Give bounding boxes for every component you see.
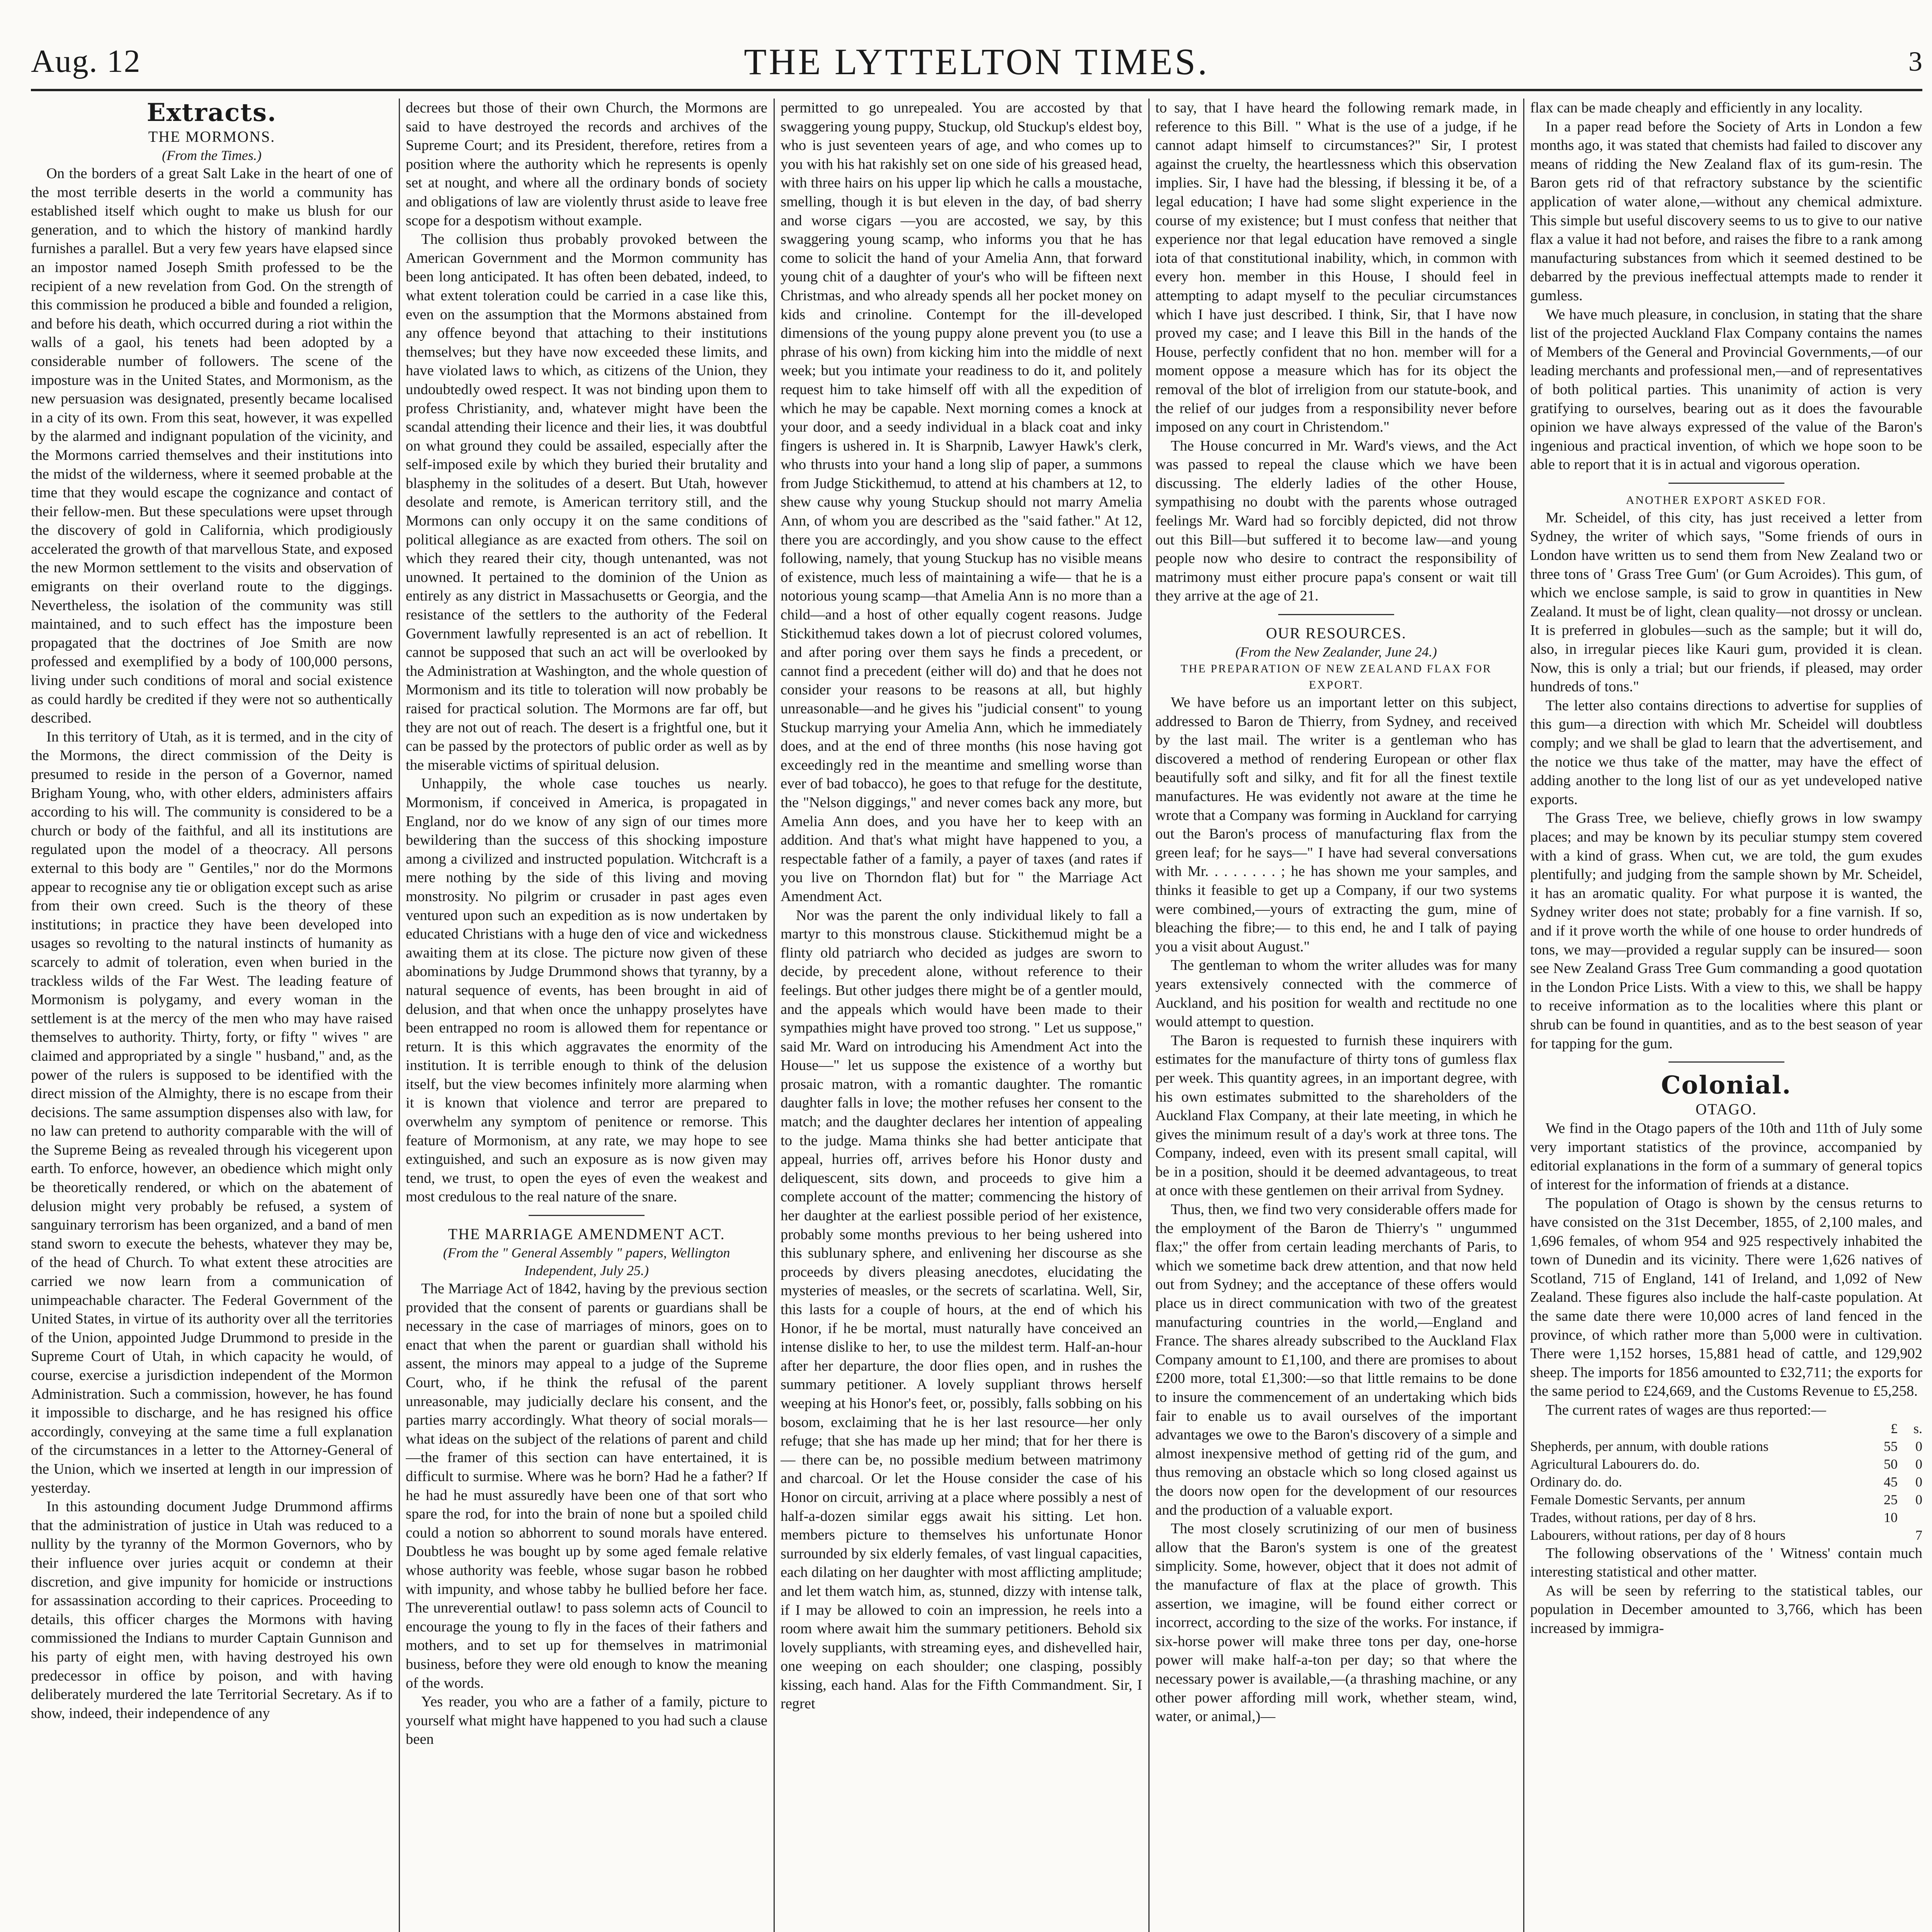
article-paragraph: The House concurred in Mr. Ward's views, and the Act was passed to repeal the clause which we have been discussing. The elderly ladies of the other House, sympathising no doubt with the parents whose outraged feelings Mr. Ward had so forcibly depicted, did not throw out this Bill—but suffered it to become law—and young people now who desire to contract the responsibility of matrimony must either procure papa's consent or wait till they arrive at the age of 21. — [1155, 437, 1517, 604]
article-paragraph: The most closely scrutinizing of our men of business allow that the Baron's system is one of the greatest simplicity. Some, however, object that it does not admit of the manufacture of flax at the place of growth. This assertion, we imagine, will be found either correct or incorrect, according to the size of the works. For instance, if six-horse power will make three tons per day, one-horse power will make half-a-ton per day; so that where the necessary power is available,—(a thrashing machine, or any other power affording mill work, whether steam, wind, water, or animal,)— — [1155, 1520, 1517, 1725]
article-paragraph: The collision thus probably provoked between the American Government and the Mormon community has been long anticipated. It has often been debated, indeed, to what extent toleration could be carried in a case like this, even on the assumption that the Mormons abstained from any offence beyond that attaching to their institutions themselves; but they have now exceeded these limits, and have violated laws to which, as citizens of the Union, they undoubtedly owed respect. It was not binding upon them to profess Christianity, and, whatever might have been the scandal attending their licence and their lies, it was doubtful on what ground they could be assailed, especially after the self-imposed exile by which they buried their brutality and blasphemy in the solitudes of a desert. But Utah, however desolate and remote, is American territory still, and the Mormons can only occupy it on the same conditions of political allegiance as are exacted from others. The soil on which they reared their city, though untenanted, was not unowned. It pertained to the dominion of the Union as entirely as any district in Massachusetts or Georgia, and the resistance of the settlers to the authority of the Federal Government lawfully represented is an act of rebellion. It cannot be supposed that such an act will be overlooked by the Administration at Washington, and the whole question of Mormonism and its title to toleration will now probably be raised for practical solution. The Mormons are far off, but they are not out of reach. The desert is a frightful one, but it can be passed by the protectors of public order as well as by the miserable victims of spiritual delusion. — [406, 231, 767, 773]
wage-label-cell: Trades, without rations, per day of 8 hrs. — [1530, 1509, 1756, 1525]
article-paragraph: decrees but those of their own Church, the Mormons are said to have destroyed the records and archives of the Supreme Court; and its President, therefore, retires from a position where the authority which he represents is openly set at nought, and where all the ordinary bonds of society and obligations of law are violently thrust aside to leave free scope for a despotism without example. — [406, 100, 767, 229]
table-row — [1530, 1437, 1922, 1455]
article-paragraph: The population of Otago is shown by the census returns to have consisted on the 31st December, 1855, of 2,100 males, and 1,696 females, of whom 954 and 925 respectively inhabited the town of Dunedin and its vicinity. There were 1,626 natives of Scotland, 715 of England, 141 of Ireland, and 1,092 of New Zealand. These figures also include the half-caste population. At the same date there were 10,000 acres of land fenced in the province, of which rather more than 5,000 were in cultivation. There were 1,152 horses, 15,881 head of cattle, and 129,902 sheep. The imports for 1856 amounted to £32,711; the exports for the same period to £24,669, and the Customs Revenue to £5,258. — [1530, 1195, 1922, 1400]
table-header-cell — [1530, 1420, 1873, 1437]
article-source: (From the " General Assembly " papers, Wellington Independent, July 25.) — [443, 1245, 730, 1279]
article-paragraph: Mr. Scheidel, of this city, has just received a letter from Sydney, the writer of which says, "Some friends of ours in London have written us to send them from New Zealand two or three tons of ' Grass Tree Gum' (or Gum Acroides). This gum, of which we enclose sample, is said to grow in quantities in New Zealand. It must be of light, clean quality—not drossy or unclean. It is preferred in globules—such as the sample; but it will do, also, in irregular pieces like Kauri gum, provided it is clean. Now, this is only a trial; but our friends, if pleased, may order hundreds of tons." — [1530, 509, 1922, 695]
wage-label-cell: Ordinary do. do. — [1530, 1474, 1622, 1490]
table-header-row — [1530, 1420, 1922, 1437]
page-number: 3 — [1908, 46, 1922, 77]
wages-table — [1530, 1420, 1922, 1544]
column-divider — [1523, 99, 1524, 1932]
issue-date: Aug. 12 — [31, 43, 141, 79]
column-divider — [774, 99, 775, 1932]
article-paragraph: to say, that I have heard the following remark made, in reference to this Bill. " What is the use of a judge, if he cannot adapt himself to circumstances?" Sir, I protest against the cruelty, the heartlessness which this observation implies. Sir, I have had the blessing, if blessing it be, of a legal education; I have had some slight experience in the course of my existence; but I must confess that neither that experience nor that legal education have removed a single iota of that constitutional inability, which, in common with every hon. member in this House, I should feel in attempting to adapt myself to the peculiar circumstances which I have just described. I think, Sir, that I have now proved my case; and I leave this Bill in the hands of the House, perfectly confident that no hon. member will for a moment oppose a measure which has for its object the removal of the blot of irreligion from our statute-book, and the relief of our judges from a responsibility never before imposed on any court in Christendom." — [1155, 100, 1517, 435]
column-divider — [1148, 99, 1150, 1932]
column-3 — [781, 99, 1142, 1932]
article-paragraph: The gentleman to whom the writer alludes was for many years extensively connected with the commerce of Auckland, and his position for wealth and rectitude no one would attempt to question. — [1155, 957, 1517, 1030]
wage-pounds-cell: 25 — [1884, 1492, 1898, 1507]
table-header-cell: £ — [1891, 1420, 1898, 1436]
article-paragraph: The Grass Tree, we believe, chiefly grows in low swampy places; and may be known by its peculiar stumpy stem covered with a kind of grass. When cut, we are told, the gum exudes plentifully; and judging from the sample shown by Mr. Scheidel, it has an aromatic quality. For what purpose it is wanted, the Sydney writer does not state; probably for a fine varnish. If so, and if it prove worth the while of one house to order hundreds of tons, we may—provided a regular supply can be insured— soon see New Zealand Grass Tree Gum commanding a good quotation in the London Price Lists. With a view to this, we shall be happy to receive information as to the localities where this plant or shrub can be found in quantities, and as to the best season of year for tapping for the gum. — [1530, 810, 1922, 1052]
wage-shillings-cell: 0 — [1915, 1438, 1922, 1454]
wage-pounds-cell: 55 — [1884, 1438, 1898, 1454]
newspaper-title: THE LYTTELTON TIMES. — [744, 41, 1209, 82]
column-2 — [406, 99, 767, 1932]
section-heading: Extracts. — [146, 99, 277, 127]
column-4 — [1155, 99, 1517, 1932]
article-paragraph: We find in the Otago papers of the 10th and 11th of July some very important statistics of the province, accompanied by editorial explanations in the form of a summary of general topics of interest for the information of friends at a distance. — [1530, 1120, 1922, 1193]
wage-shillings-cell: 0 — [1915, 1456, 1922, 1472]
wage-pounds-cell: 45 — [1884, 1474, 1898, 1490]
article-source: (From the New Zealander, June 24.) — [1235, 644, 1437, 660]
article-paragraph: In this astounding document Judge Drummond affirms that the administration of justice in Utah was reduced to a nullity by the tyranny of the Mormon Governors, who by their influence over juries acquit or condemn at their discretion, and give impunity for homicide or instructions for assassination according to their caprices. Proceeding to details, this officer charges the Mormons with having commissioned the Indians to murder Captain Gunnison and his party of eight men, with having destroyed his own predecessor in office by poison, and with having deliberately murdered the late Territorial Secretary. As if to show, indeed, their independence of any — [31, 1498, 393, 1721]
wage-shillings-cell — [1898, 1509, 1922, 1526]
table-row — [1530, 1473, 1922, 1491]
wage-pounds-cell: 50 — [1884, 1456, 1898, 1472]
article-subheadline: THE PREPARATION OF NEW ZEALAND FLAX FOR EXPORT. — [1180, 662, 1492, 692]
article-subheadline: ANOTHER EXPORT ASKED FOR. — [1626, 493, 1827, 507]
wage-pounds-cell: 10 — [1884, 1509, 1898, 1525]
article-paragraph: Yes reader, you who are a father of a family, picture to yourself what might have happened to you had such a clause been — [406, 1694, 767, 1748]
article-source: (From the Times.) — [162, 148, 262, 163]
section-heading: Colonial. — [1661, 1071, 1792, 1100]
wage-label-cell: Shepherds, per annum, with double rations — [1530, 1438, 1769, 1454]
article-paragraph: permitted to go unrepealed. You are accosted by that swaggering young puppy, Stuckup, old Stuckup's eldest boy, who is just seventeen years of age, and who comes up to you with his hat rakishly set on one side of his greased head, with three hairs on his upper lip which he calls a moustache, smelling, though it is but eleven in the day, of bad sherry and worse cigars —you are accosted, we say, by this swaggering young scamp, who informs you that he has come to solicit the hand of your Amelia Ann, that forward young chit of a daughter of your's who will be fifteen next Christmas, and who already spends all her pocket money on kids and crinoline. Contempt for the ill-developed dimensions of the young puppy alone prevent you (to use a phrase of his own) from kicking him into the middle of next week; but you intimate your readiness to do it, and politely request him to take himself off with all the expedition of which he may be capable. Next morning comes a knock at your door, and a seedy individual in a black coat and inky fingers is ushered in. It is Sharpnib, Lawyer Hawk's clerk, who thrusts into your hand a long slip of paper, a summons from Judge Stickithemud, to attend at his chambers at 12, to shew cause why young Stuckup should not marry Amelia Ann, of whom you are described as the "said father." At 12, there you are accordingly, and you show cause to the effect following, namely, that young Stuckup has no visible means of existence, much less of maintaining a wife— that he is a notorious young scamp—that Amelia Ann is no more than a child—and a host of other equally cogent reasons. Judge Stickithemud takes down a lot of piecrust colored volumes, and after poring over them says he finds a precedent, or cannot find a precedent (either will do) and that he does not consider your reasons to be reasons at all, but highly unreasonable—and he gives his "judicial consent" to young Stuckup marrying your Amelia Ann, which he immediately does, and at the end of three months (his nose having got exceedingly red in the meantime and smelling worse than ever of bad tobacco), he goes to that refuge for the destitute, the "Nelson diggings," and never comes back any more, but Amelia Ann does, and you have her to keep with an addition. And that's what might have happened to you, a respectable father of a family, a payer of taxes (and rates if you live on Thorndon flat) but for " the Marriage Act Amendment Act. — [781, 100, 1142, 905]
column-divider — [399, 99, 400, 1932]
article-headline: THE MORMONS. — [148, 128, 276, 145]
article-paragraph: In a paper read before the Society of Arts in London a few months ago, it was stated that chemists had failed to discover any means of ridding the New Zealand flax of its gum-resin. The Baron gets rid of that refractory substance by the scientific application of water alone,—without any chemical admixture. This simple but useful discovery seems to us to give to our native flax a value it had not before, and raises the fibre to a rank among manufacturing substances from which it seemed destined to be debarred by the previous ineffectual attempts made to render it gumless. — [1530, 118, 1922, 304]
article-paragraph: We have much pleasure, in conclusion, in stating that the share list of the projected Auckland Flax Company contains the names of Members of the General and Provincial Governments,—of our leading merchants and professional men,—and of representatives of both political parties. This unanimity of action is very gratifying to ourselves, bearing out as it does the favourable opinion we have always expressed of the value of the Baron's ingenious and practical invention, of which we hope soon to be able to report that it is in actual and vigorous operation. — [1530, 306, 1922, 473]
wage-shillings-cell: 7 — [1915, 1527, 1922, 1543]
article-paragraph: On the borders of a great Salt Lake in the heart of one of the most terrible deserts in the world a community has established itself which ought to make us blush for our generation, and to which the history of mankind hardly furnishes a parallel. But a very few years have elapsed since an impostor named Joseph Smith professed to be the recipient of a new revelation from God. On the strength of this commission he produced a bible and founded a religion, and before his death, which occurred during a riot within the walls of a gaol, his tenets had been adopted by a considerable number of followers. The scene of the imposture was in the United States, and Mormonism, as the new persuasion was designated, presently became localised in a city of its own. From this seat, however, it was expelled by the alarmed and indignant population of the vicinity, and the Mormons carried themselves and their institutions into the midst of the wilderness, where it seemed probable at the time that they would escape the cognizance and contact of their fellow-men. But these speculations were upset through the discovery of gold in California, which prodigiously accelerated the growth of that marvellous State, and exposed the new Mormon settlement to the visits and observation of emigrants on their overland route to the diggings. Nevertheless, the isolation of the community was still maintained, and to such effect has the imposture been propagated that the doctrines of Joe Smith are now professed and exemplified by a body of 100,000 persons, living under such conditions of moral and social existence as could hardly be credited if they were not so authentically described. — [31, 165, 393, 726]
wage-shillings-cell: 0 — [1915, 1492, 1922, 1507]
masthead — [31, 43, 1922, 85]
article-headline: OUR RESOURCES. — [1266, 624, 1406, 642]
article-paragraph: flax can be made cheaply and efficiently in any locality. — [1530, 100, 1863, 116]
article-paragraph: As will be seen by referring to the statistical tables, our population in December amounted to 3,766, which has been increased by immigra- — [1530, 1582, 1922, 1636]
wage-label-cell: Female Domestic Servants, per annum — [1530, 1492, 1745, 1507]
article-paragraph: In this territory of Utah, as it is termed, and in the city of the Mormons, the direct commission of the Deity is presumed to reside in the person of a Governor, named Brigham Young, who, with other elders, administers affairs according to his will. The community is considered to be a church or body of the faithful, and all its institutions are regulated upon the model of a theocracy. All persons external to this body are " Gentiles," nor do the Mormons appear to recognise any tie or obligation except such as arise from their own creed. Such is the theory of these institutions; in practice they have been developed into usages so revolting to the natural instincts of humanity as scarcely to admit of toleration, even when buried in the trackless wilds of the Far West. The leading feature of Mormonism is polygamy, and every woman in the settlement is at the mercy of the men who may have raised themselves to authority. Thirty, forty, or fifty " wives " are claimed and appropriated by a single " husband," and, as the power of the rulers is supposed to be identified with the direct mission of the Almighty, there is no escape from their decisions. The same assumption dispenses also with law, for no law can pretend to authority comparable with the will of the Supreme Being as revealed through his vicegerent upon earth. To enforce, however, an obedience which might only be theoretically rendered, or which on the abatement of delusion might very probably be refused, a system of sanguinary terrorism has been organized, and a band of men stand sworn to execute the behests, whatever they may be, of the head of Church. To what extent these atrocities are carried we now learn from a communication of unimpeachable character. The Federal Government of the United States, in virtue of its authority over all the territories of the Union, appointed Judge Drummond to preside in the Supreme Court of Utah, in which capacity he would, of course, exercise a jurisdiction independent of the Mormon Administration. Such a commission, however, he has found it impossible to discharge, and he has resigned his office accordingly, conveying at the same time a full explanation of the circumstances in a letter to the Attorney-General of the Union, which we inserted at length in our impression of yesterday. — [31, 728, 393, 1496]
section-divider — [529, 1215, 645, 1216]
section-divider — [1278, 614, 1394, 615]
article-paragraph: Thus, then, we find two very considerable offers made for the employment of the Baron de Thierry's " ungummed flax;" the offer from certain leading merchants of Paris, to which we sometime back drew attention, and that now held out from Sydney; and the acceptance of these offers would place us in direct communication with two of the greatest manufacturing countries in the world,—England and France. The shares already subscribed to the Auckland Flax Company amount to £1,100, and there are promises to about £200 more, total £1,300:—so that little remains to be done to insure the commencement of an undertaking which bids fair to enable us to avail ourselves of the important advantages we owe to the Baron's discovery of a simple and almost inexpensive method of getting rid of the gum, and thus removing an obstacle which so long closed against us the doors now open for the development of our resources and the production of a valuable export. — [1155, 1201, 1517, 1518]
column-1 — [31, 99, 393, 1932]
wage-label-cell: Agricultural Labourers do. do. — [1530, 1456, 1700, 1472]
article-paragraph: The current rates of wages are thus reported:— — [1546, 1402, 1826, 1418]
article-paragraph: The Marriage Act of 1842, having by the previous section provided that the consent of parents or guardians shall be necessary in the case of marriages of minors, goes on to enact that when the parent or guardian shall withold his assent, the minors may appeal to a judge of the Supreme Court, who, if he think the refusal of the parent unreasonable, may judicially declare his consent, and the parties marry accordingly. What theory of social morals—what ideas on the subject of the relations of parent and child—the framer of this section can have entertained, it is difficult to surmise. Where was he born? Had he a father? If he had he must assuredly have been one of that sort who spare the rod, for into the brain of none but a spoiled child could a notion so abhorrent to sound morals have entered. Doubtless he was bought up by some aged female relative whose authority was feeble, whose sugar bason he robbed with impunity, and whose tabby he bullied before her face. The unreverential outlaw! to pass solemn acts of Council to encourage the young to fly in the faces of their fathers and mothers, and to set up for themselves in matrimonial business, before they were old enough to know the meaning of the words. — [406, 1281, 767, 1691]
column-5 — [1530, 99, 1922, 1932]
article-paragraph: Nor was the parent the only individual likely to fall a martyr to this monstrous clause. Stickithemud might be a flinty old patriarch who decided as judges are sworn to decide, by precedent alone, without reference to their feelings. But other judges there might be of a gentler mould, and the appeals which would have been made to their sympathies might have proved too strong. " Let us suppose," said Mr. Ward on introducing his Amendment Act into the House—" let us suppose the existence of a worthy but prosaic matron, with a romantic daughter. The romantic daughter falls in love; the mother refuses her consent to the match; and the daughter declares her intention of appealing to the judge. Mama thinks she had better anticipate that appeal, hurries off, arrives before his Honor dusty and deliquescent, sits down, and proceeds to give him a complete account of the matter; commencing the history of her daughter at the earliest possible period of her existence, probably some months previous to her being ushered into this sublunary sphere, and enlivening her discourse as she proceeds by divers pleasing anecdotes, elucidating the mysteries of measles, or the secrets of scarlatina. Well, Sir, this lasts for a couple of hours, at the end of which his Honor, if he be mortal, must naturally have conceived an intense dislike to her, to use the mildest term. Half-an-hour after her departure, the door flies open, and in rushes the summary petitioner. A lovely suppliant throws herself weeping at his Honor's feet, or, possibly, falls sobbing on his bosom, exclaiming that he is her last resource—her only refuge; that she has made up her mind; that for her there is— there can be, no possible medium between matrimony and charcoal. Or let the House consider the case of his Honor on circuit, arriving at a place where possibly a nest of half-a-dozen similar eggs await his sitting. Let hon. members picture to themselves his unfortunate Honor surrounded by six elderly females, of vast lingual capacities, each dilating on her daughter with most afflicting amplitude; and let them watch him, as, stunned, dizzy with intense talk, if I may be allowed to coin an impression, he reels into a room where await him the summary petitioners. Behold six lovely suppliants, with streaming eyes, and dishevelled hair, one weeping on each shoulder; one clasping, possibly kissing, each hand. Alas for the Fifth Commandment. Sir, I regret — [781, 907, 1142, 1712]
table-row — [1530, 1491, 1922, 1509]
article-paragraph: We have before us an important letter on this subject, addressed to Baron de Thierry, from Sydney, and received by the last mail. The writer is a gentleman who has discovered a method of rendering European or other flax beautifully soft and silky, and fit for all the finest textile manufactures. He was evidently not aware at the time he wrote that a Company was forming in Auckland for carrying out the Baron's process of manufacturing flax from the green leaf; for he says—" I have had several conversations with Mr. . . . . . . . ; he has shown me your samples, and thinks it feasible to get up a Company, if our two systems were combined,—yours of extracting the gum, mine of bleaching the fibre;— to this end, he and I talk of paying you a visit about August." — [1155, 694, 1517, 955]
wage-pounds-cell — [1873, 1526, 1898, 1544]
article-headline: OTAGO. — [1696, 1100, 1757, 1118]
table-row — [1530, 1526, 1922, 1544]
article-paragraph: The following observations of the ' Witness' contain much interesting statistical and other matter. — [1530, 1545, 1922, 1580]
section-divider — [1668, 483, 1784, 484]
table-header-cell: s. — [1913, 1420, 1922, 1436]
wage-shillings-cell: 0 — [1915, 1474, 1922, 1490]
table-row — [1530, 1455, 1922, 1473]
article-paragraph: Unhappily, the whole case touches us nearly. Mormonism, if conceived in America, is propagated in England, nor do we know of any sign of our times more bewildering than the success of this shocking imposture among a civilized and instructed population. Witchcraft is a mere nothing by the side of this living and moving monstrosity. No pilgrim or crusader in past ages even ventured upon such an expedition as is now undertaken by educated Christians with a huge den of vice and wickedness awaiting them at its close. The picture now given of these abominations by Judge Drummond shows that tyranny, by a natural sequence of events, has been brought in aid of delusion, and that when once the unhappy proselytes have been entrapped no room is allowed them for repentance or return. It is this which aggravates the enormity of the institution. It is terrible enough to think of the delusion itself, but the view becomes infinitely more alarming when it is known that violence and terror are prepared to overwhelm any symptom of penitence or remorse. This feature of Mormonism, at any rate, we may hope to see extinguished, and such an exposure as is now given may tend, we trust, to open the eyes of even the weakest and most credulous to the real nature of the snare. — [406, 776, 767, 1205]
article-paragraph: The Baron is requested to furnish these inquirers with estimates for the manufacture of thirty tons of gumless flax per week. This quantity agrees, in an important degree, with his own estimates submitted to the shareholders of the Auckland Flax Company, at their late meeting, in which he gives the minimum result of a day's work at three tons. The Company, indeed, even with its present small capital, will be in a position, should it be deemed advantageous, to treat at once with these gentlemen on their arrival from Sydney. — [1155, 1032, 1517, 1199]
section-divider — [1668, 1061, 1784, 1063]
masthead-rule — [31, 89, 1922, 91]
table-row — [1530, 1509, 1922, 1526]
wage-label-cell: Labourers, without rations, per day of 8 hours — [1530, 1527, 1786, 1543]
article-headline: THE MARRIAGE AMENDMENT ACT. — [448, 1225, 725, 1243]
article-paragraph: The letter also contains directions to advertise for supplies of this gum—a direction with which Mr. Scheidel will doubtless comply; and we shall be glad to learn that the advertisement, and the notice we thus take of the matter, may have the effect of adding another to the long list of our as yet undeveloped native exports. — [1530, 697, 1922, 808]
